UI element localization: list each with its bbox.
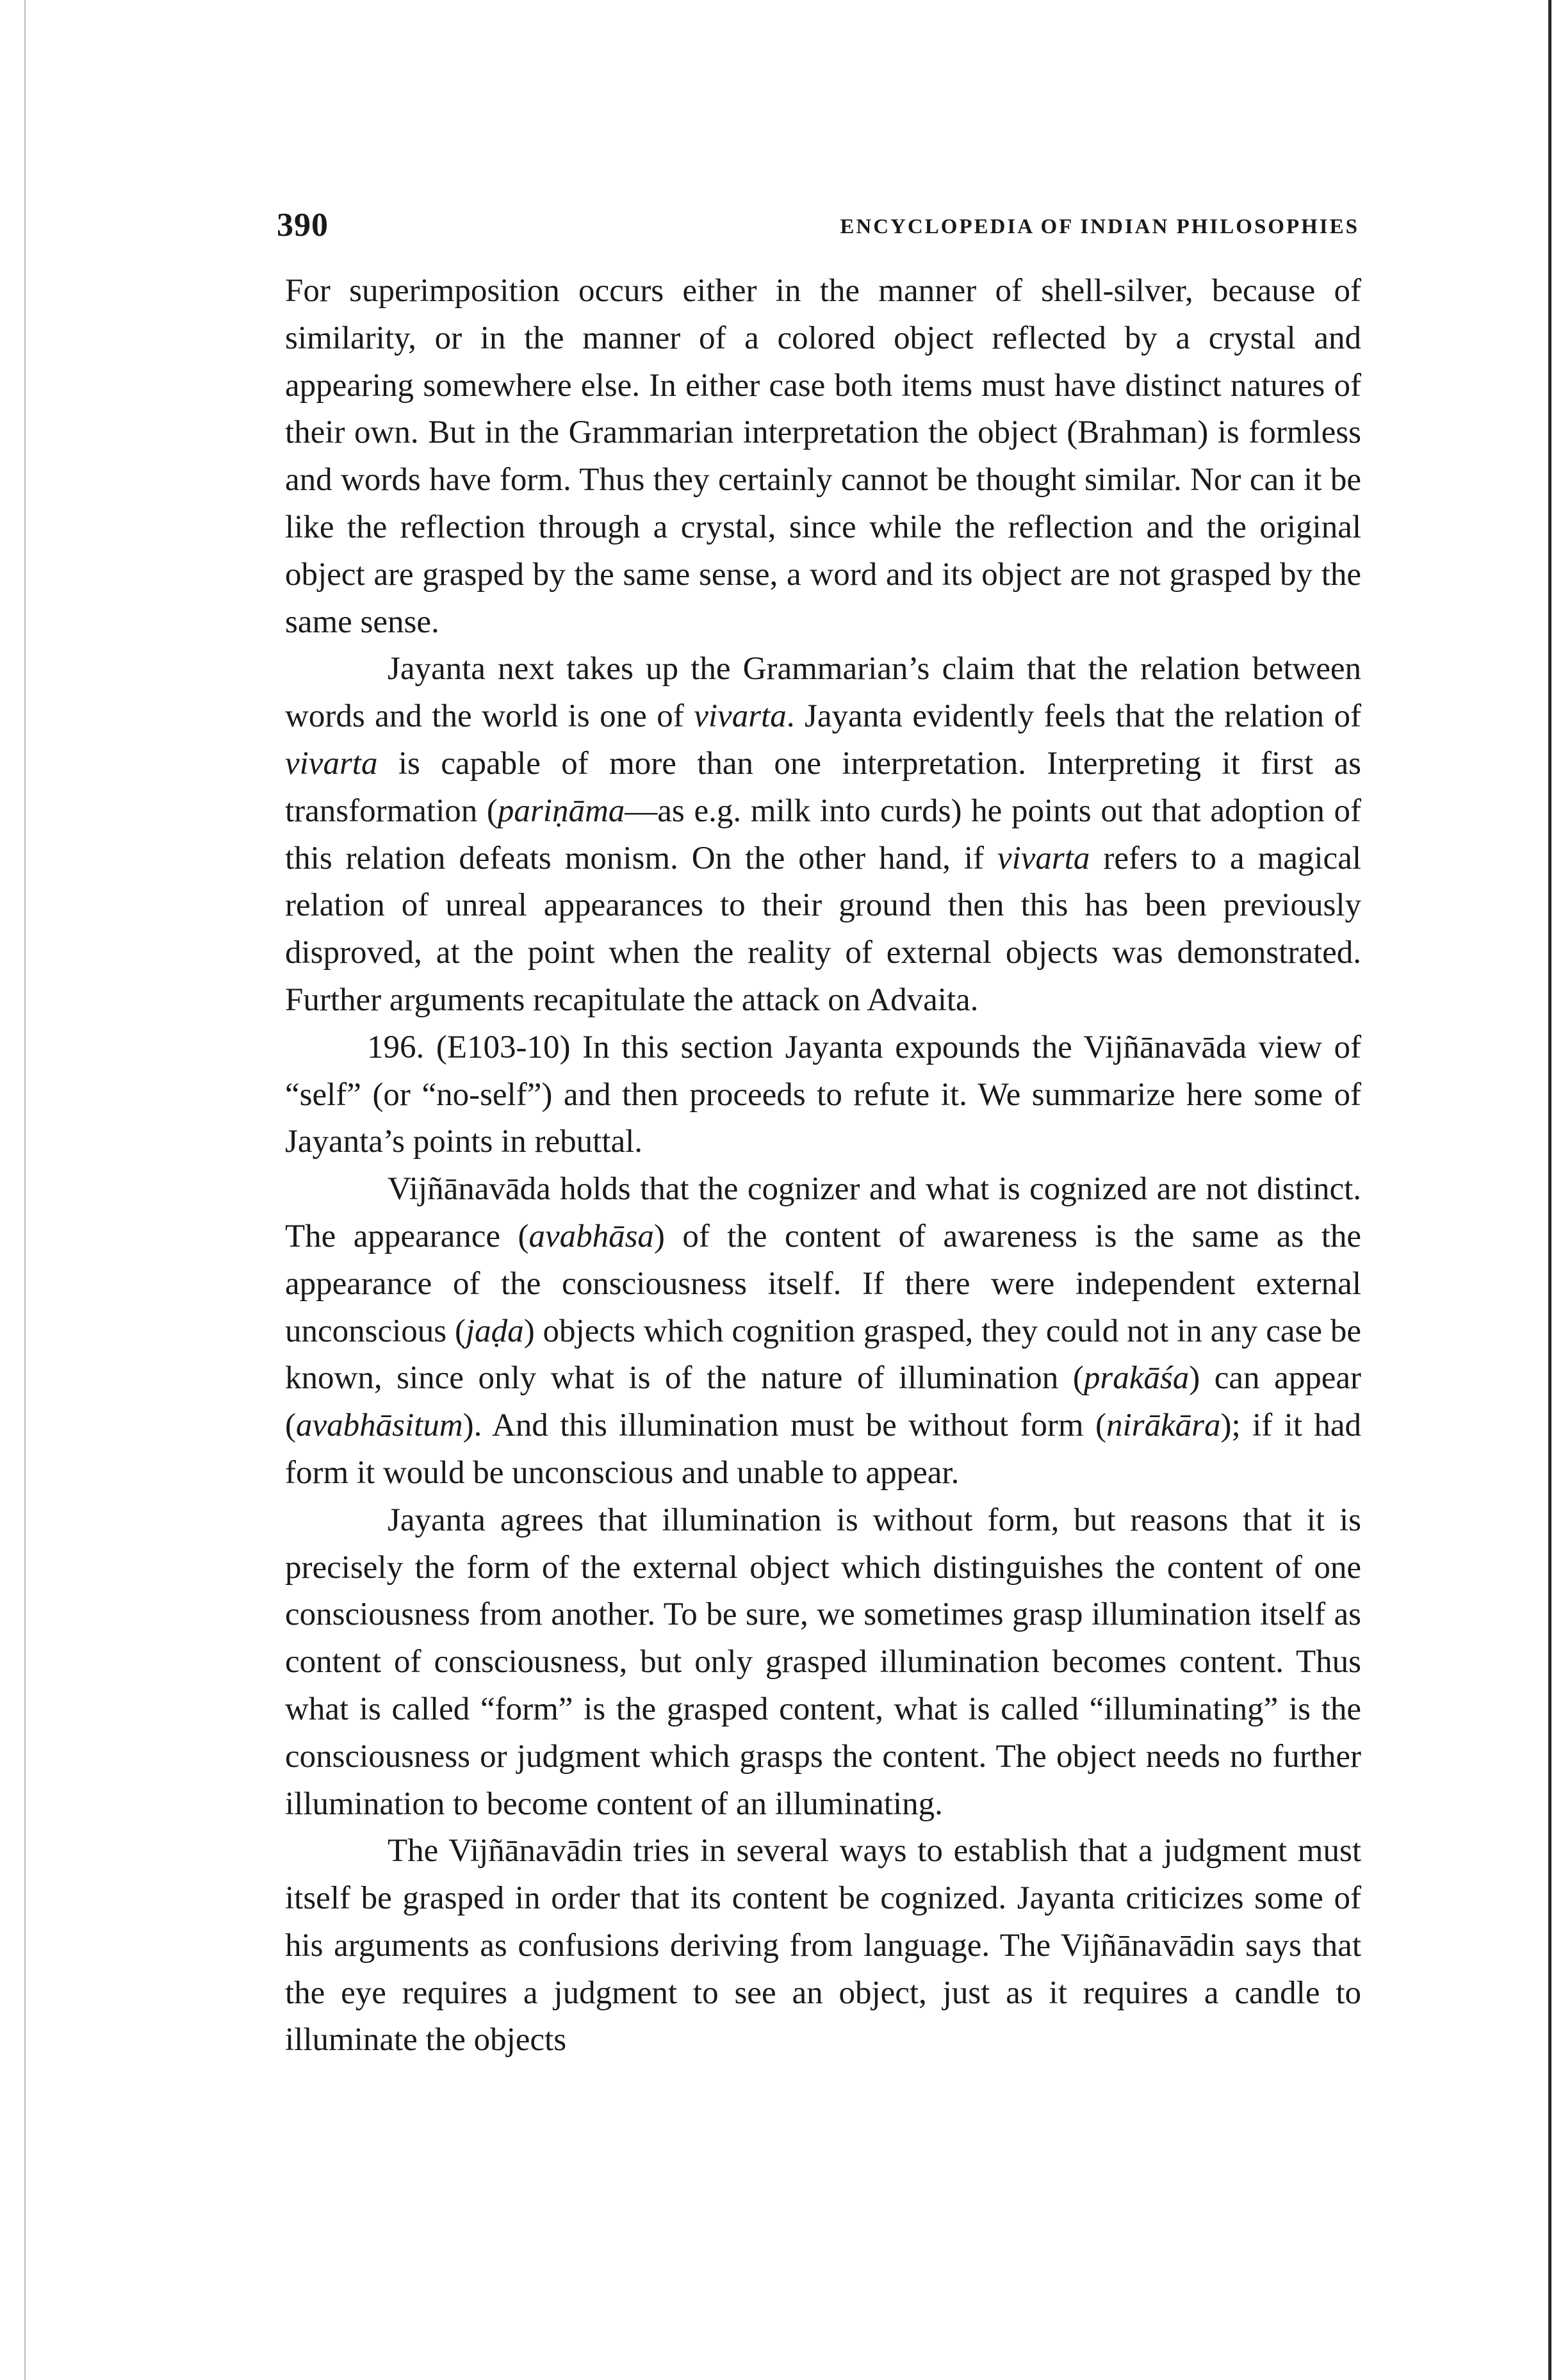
italic-term: vivarta: [694, 698, 787, 735]
paragraph-vivarta: Jayanta next takes up the Grammarian’s claim that the relation between words and the world is one of vivarta. Jayanta evidently feels that the relation of vivarta is capable of more than one interpretation. Interpreting it first as transformation (pariṇāma—as e.g. milk into curds) he points out that adoption of this relation defeats monism. On the other hand, if vivarta refers to a magical relation of unreal appearances to their ground then this has been previously disproved, at the point when the reality of external objects was demonstrated. Further arguments recapitulate the attack on Advaita.: [285, 651, 1361, 1018]
body-text: [285, 268, 1361, 2064]
running-title: ENCYCLOPEDIA OF INDIAN PHILOSOPHIES: [840, 215, 1359, 238]
page-number: 390: [277, 207, 329, 243]
scan-gutter-shadow: [24, 0, 26, 2380]
italic-term: avabhāsa: [528, 1218, 654, 1254]
paragraph-section-196: 196. (E103-10) In this section Jayanta expounds the Vijñānavāda view of “self” (or “no-self”) and then proceeds to refute it. We summarize here some of Jayanta’s points in rebuttal.: [285, 1029, 1361, 1160]
italic-term: nirākāra: [1106, 1407, 1221, 1444]
italic-term: pariṇāma: [497, 792, 625, 829]
scan-page-edge: [1548, 0, 1551, 2380]
italic-term: prakāśa: [1083, 1360, 1190, 1397]
paragraph-vijnanavada: Vijñānavāda holds that the cognizer and what is cognized are not distinct. The appearance (avabhāsa) of the content of awareness is the same as the appearance of the consciousness itself. If there were independent external unconscious (jaḍa) objects which cognition grasped, they could not in any case be known, since only what is of the nature of illumination (prakāśa) can appear (avabhāsitum). And this illumination must be without form (nirākāra); if it had form it would be unconscious and unable to appear.: [285, 1171, 1362, 1491]
italic-term: avabhāsitum: [295, 1407, 463, 1444]
italic-term: vivarta: [285, 745, 378, 782]
paragraph-vijnanavadin: The Vijñānavādin tries in several ways to establish that a judgment must itself be grasped in order that its content be cognized. Jayanta criticizes some of his arguments as confusions deriving from language. The Vijñānavādin says that the eye requires a judgment to see an object, just as it requires a candle to illuminate the objects: [285, 1833, 1361, 2058]
running-head: [277, 206, 1359, 251]
italic-term: vivarta: [997, 840, 1090, 876]
paragraph-superimposition: For superimposition occurs either in the manner of shell-silver, because of similarity, or in the manner of a colored object reflected by a crystal and appearing somewhere else. In either case both items must have distinct natures of their own. But in the Grammarian interpretation the object (Brahman) is formless and words have form. Thus they certainly cannot be thought similar. Nor can it be like the reflection through a crystal, since while the reflection and the original object are grasped by the same sense, a word and its object are not grasped by the same sense.: [285, 273, 1361, 640]
italic-term: jaḍa: [466, 1313, 524, 1349]
paragraph-jayanta-agrees: Jayanta agrees that illumination is without form, but reasons that it is precisely the form of the external object which distinguishes the content of one consciousness from another. To be sure, we sometimes grasp illumination itself as content of consciousness, but only grasped illumination becomes content. Thus what is called “form” is the grasped content, what is called “illuminating” is the consciousness or judgment which grasps the content. The object needs no further illumination to become content of an illuminating.: [285, 1502, 1361, 1822]
